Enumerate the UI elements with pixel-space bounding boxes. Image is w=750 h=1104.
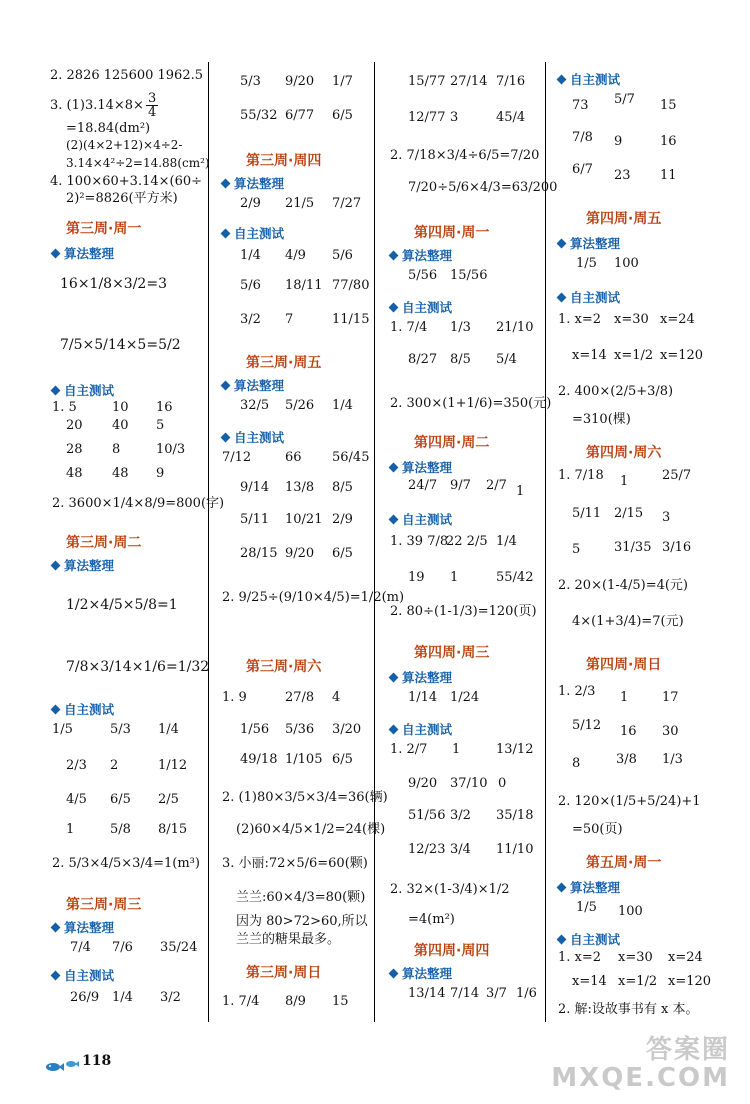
answer-cell: 22 2/5: [446, 534, 488, 549]
answer-cell: 100: [618, 904, 643, 919]
answer-cell: 3/2: [240, 312, 261, 327]
answer-cell: x=30: [614, 312, 649, 327]
answer-cell: 13/12: [496, 742, 534, 757]
answer-cell: 8: [112, 442, 121, 457]
diamond-icon: [557, 935, 567, 945]
answer-cell: 16: [620, 724, 637, 739]
answer-cell: 1. 2/3: [558, 684, 596, 699]
answer-cell: 9/20: [285, 546, 315, 561]
answer-cell: 100: [614, 256, 639, 271]
answer-cell: 8/9: [285, 994, 306, 1009]
answer-cell: 9/14: [240, 480, 270, 495]
answer-cell: 5/11: [572, 506, 602, 521]
answer-cell: 10/21: [285, 512, 323, 527]
answer-cell: 1. 7/4: [222, 994, 260, 1009]
answer-cell: 5/56: [408, 268, 438, 283]
answer-cell: 1. x=2: [558, 950, 602, 965]
answer-cell: 13/14: [408, 986, 446, 1001]
answer-cell: 27/8: [285, 690, 315, 705]
answer-cell: 55/42: [496, 570, 534, 585]
answer-cell: 6/77: [285, 108, 315, 123]
answer-cell: 5: [156, 418, 165, 433]
answer-cell: 3/7: [486, 986, 507, 1001]
answer-cell: 6/5: [332, 752, 353, 767]
answer-cell: 20: [66, 418, 83, 433]
answer-cell: 19: [408, 570, 425, 585]
answer-cell: 0: [498, 776, 507, 791]
answer-cell: 5: [572, 542, 581, 557]
column-divider: [374, 62, 375, 1022]
section-heading: 第三周·周一: [66, 221, 142, 237]
answer-cell: 1: [452, 742, 461, 757]
answer-cell: 4: [332, 690, 341, 705]
answer-cell: 1. 9: [222, 690, 247, 705]
answer-cell: 6/5: [332, 108, 353, 123]
answer-line: 因为 80>72>60,所以: [236, 914, 368, 929]
answer-cell: 7: [285, 312, 294, 327]
answer-cell: 3/2: [160, 990, 181, 1005]
diamond-icon: [557, 293, 567, 303]
answer-cell: x=24: [668, 950, 703, 965]
subsection-zzcs: 自主测试: [390, 298, 452, 316]
answer-line: 2)²=8826(平方米): [66, 191, 178, 206]
answer-cell: 26/9: [70, 990, 100, 1005]
answer-cell: 1. 5: [52, 400, 77, 415]
subsection-sfzl: 算法整理: [222, 376, 284, 394]
diamond-icon: [51, 386, 61, 396]
answer-cell: 9/20: [285, 74, 315, 89]
answer-cell: 8: [572, 756, 581, 771]
page-number: 118: [82, 1053, 112, 1069]
answer-cell: 1/7: [332, 74, 353, 89]
answer-cell: 11/10: [496, 842, 534, 857]
answer-cell: 1: [620, 690, 629, 705]
subsection-zzcs: 自主测试: [558, 930, 620, 948]
subsection-sfzl: 算法整理: [390, 964, 452, 982]
diamond-icon: [51, 705, 61, 715]
subsection-zzcs: 自主测试: [222, 428, 284, 446]
subsection-sfzl: 算法整理: [52, 244, 114, 262]
answer-cell: 11/15: [332, 312, 370, 327]
answer-cell: 8/15: [158, 822, 188, 837]
answer-cell: 1/5: [576, 900, 597, 915]
answer-line: =18.84(dm²): [66, 121, 151, 136]
answer-cell: x=14: [572, 348, 607, 363]
diamond-icon: [389, 303, 399, 313]
answer-q2: 2. 5/3×4/5×3/4=1(m³): [52, 856, 200, 871]
answer-q2: 2. 20×(1-4/5)=4(元): [558, 578, 689, 593]
diamond-icon: [389, 969, 399, 979]
section-heading: 第四周·周一: [414, 225, 490, 241]
subsection-sfzl: 算法整理: [52, 556, 114, 574]
answer-cell: 8/27: [408, 352, 438, 367]
answer-cell: 1/4: [112, 990, 133, 1005]
answer-cell: 1/56: [240, 722, 270, 737]
answer-q2: 2. 解:设故事书有 x 本。: [558, 1002, 699, 1017]
answer-line: =50(页): [572, 822, 623, 837]
diamond-icon: [389, 463, 399, 473]
answer-cell: 24/7: [408, 478, 438, 493]
subsection-zzcs: 自主测试: [558, 70, 620, 88]
answer-cell: 7/12: [222, 450, 252, 465]
answer-cell: 15: [660, 98, 677, 113]
answer-cell: 1: [66, 822, 75, 837]
answer-cell: 10: [112, 400, 129, 415]
answer-cell: 27/14: [450, 74, 488, 89]
diamond-icon: [389, 515, 399, 525]
section-heading: 第四周·周四: [414, 943, 490, 959]
answer-cell: 5/6: [332, 248, 353, 263]
section-heading: 第四周·周六: [586, 445, 662, 461]
answer-q2: 2. 3600×1/4×8/9=800(字): [52, 496, 225, 511]
answer-q2: 2. 120×(1/5+5/24)+1: [558, 794, 701, 809]
calc-expression: 1/2×4/5×5/8=1: [66, 597, 178, 613]
section-heading: 第三周·周二: [66, 535, 142, 551]
answer-cell: 6/5: [110, 792, 131, 807]
answer-cell: 3/2: [450, 808, 471, 823]
subsection-sfzl: 算法整理: [558, 878, 620, 896]
diamond-icon: [221, 433, 231, 443]
subsection-sfzl: 算法整理: [222, 174, 284, 192]
answer-cell: 3/8: [616, 752, 637, 767]
answer-cell: 1: [516, 484, 525, 499]
subsection-sfzl: 算法整理: [558, 234, 620, 252]
diamond-icon: [51, 971, 61, 981]
column-divider: [545, 62, 546, 1022]
answer-cell: 35/24: [160, 940, 198, 955]
answer-cell: 25/7: [662, 468, 692, 483]
subsection-sfzl: 算法整理: [52, 918, 114, 936]
answer-cell: 16: [156, 400, 173, 415]
answer-cell: 1/14: [408, 690, 438, 705]
answer-line: (2)(4×2+12)×4÷2-: [66, 138, 183, 152]
subsection-zzcs: 自主测试: [222, 224, 284, 242]
answer-cell: 1/3: [662, 752, 683, 767]
calc-expression: 16×1/8×3/2=3: [60, 276, 167, 292]
answer-cell: 56/45: [332, 450, 370, 465]
answer-cell: 3/4: [450, 842, 471, 857]
section-heading: 第三周·周三: [66, 897, 142, 913]
answer-q2: 2. 300×(1+1/6)=350(元): [390, 396, 552, 411]
answer-q3: 3. (1)3.14×8× $\frac{3}{4}$: [50, 91, 157, 120]
answer-cell: 51/56: [408, 808, 446, 823]
answer-cell: 23: [614, 168, 631, 183]
answer-cell: 1. 7/18: [558, 468, 604, 483]
watermark: [551, 1036, 730, 1092]
answer-cell: 21/5: [285, 196, 315, 211]
diamond-icon: [51, 561, 61, 571]
answer-cell: 28: [66, 442, 83, 457]
answer-line: 兰兰的糖果最多。: [236, 932, 341, 947]
diamond-icon: [557, 75, 567, 85]
answer-cell: 17: [662, 690, 679, 705]
answer-cell: 1. 39 7/8: [390, 534, 449, 549]
answer-cell: 28/15: [240, 546, 278, 561]
answer-cell: 2/3: [66, 758, 87, 773]
answer-cell: 1. 7/4: [390, 320, 428, 335]
answer-cell: 1: [620, 474, 629, 489]
answer-q2: 2. 7/18×3/4÷6/5=7/20: [390, 148, 540, 163]
answer-cell: 49/18: [240, 752, 278, 767]
answer-cell: 5/8: [110, 822, 131, 837]
diamond-icon: [51, 923, 61, 933]
answer-cell: 12/77: [408, 110, 446, 125]
answer-cell: 1/105: [285, 752, 323, 767]
answer-line: 4×(1+3/4)=7(元): [572, 614, 684, 629]
answer-cell: 9/20: [408, 776, 438, 791]
subsection-zzcs: 自主测试: [52, 966, 114, 984]
answer-cell: 5/36: [285, 722, 315, 737]
answer-q3: 3. 小丽:72×5/6=60(颗): [222, 856, 368, 871]
fish-logo-icon: [44, 1056, 82, 1074]
section-heading: 第四周·周三: [414, 645, 490, 661]
answer-cell: 48: [66, 466, 83, 481]
answer-cell: 4/5: [66, 792, 87, 807]
answer-q2: 2. 9/25÷(9/10×4/5)=1/2(m): [222, 590, 405, 605]
answer-cell: 7/8: [572, 130, 593, 145]
answer-cell: 8/5: [332, 480, 353, 495]
answer-cell: 1/6: [516, 986, 537, 1001]
answer-cell: 10/3: [156, 442, 186, 457]
subsection-sfzl: 算法整理: [390, 246, 452, 264]
answer-cell: x=1/2: [618, 974, 658, 989]
answer-cell: 7/6: [112, 940, 133, 955]
answer-cell: 31/35: [614, 540, 652, 555]
diamond-icon: [557, 883, 567, 893]
answer-cell: 5/12: [572, 718, 602, 733]
subsection-zzcs: 自主测试: [390, 510, 452, 528]
answer-cell: 73: [572, 98, 589, 113]
answer-cell: 2/15: [614, 506, 644, 521]
answer-line: (2)60×4/5×1/2=24(棵): [236, 822, 386, 837]
diamond-icon: [557, 239, 567, 249]
section-heading: 第三周·周四: [246, 153, 322, 169]
answer-line: =4(m²): [408, 912, 455, 927]
answer-cell: 1/5: [576, 256, 597, 271]
column-divider: [208, 62, 209, 1022]
answer-q2: 2. 32×(1-3/4)×1/2: [390, 882, 510, 897]
answer-cell: 1/24: [450, 690, 480, 705]
answer-cell: 7/14: [450, 986, 480, 1001]
answer-cell: 55/32: [240, 108, 278, 123]
answer-cell: 7/27: [332, 196, 362, 211]
diamond-icon: [221, 381, 231, 391]
answer-cell: 7/16: [496, 74, 526, 89]
answer-cell: x=30: [618, 950, 653, 965]
answer-cell: 1/4: [496, 534, 517, 549]
answer-cell: x=24: [660, 312, 695, 327]
answer-q2: 2. 400×(2/5+3/8): [558, 384, 674, 399]
diamond-icon: [221, 229, 231, 239]
answer-cell: 8/5: [450, 352, 471, 367]
section-heading: 第三周·周五: [246, 355, 322, 371]
answer-cell: 77/80: [332, 278, 370, 293]
answer-cell: 18/11: [285, 278, 323, 293]
answer-cell: 15/56: [450, 268, 488, 283]
answer-cell: 6/5: [332, 546, 353, 561]
answer-cell: 5/3: [110, 722, 131, 737]
diamond-icon: [389, 251, 399, 261]
answer-cell: 7/4: [70, 940, 91, 955]
answer-cell: 1: [450, 570, 459, 585]
calc-expression: 7/8×3/14×1/6=1/32: [66, 659, 210, 675]
answer-q2: 2. 2826 125600 1962.5: [50, 68, 203, 83]
answer-cell: 66: [285, 450, 302, 465]
calc-expression: 7/5×5/14×5=5/2: [60, 337, 181, 353]
answer-cell: 21/10: [496, 320, 534, 335]
subsection-sfzl: 算法整理: [390, 668, 452, 686]
section-heading: 第四周·周日: [586, 657, 662, 673]
answer-cell: 9: [156, 466, 165, 481]
watermark-line: MXQE.COM: [551, 1063, 730, 1093]
answer-cell: 1/3: [450, 320, 471, 335]
answer-cell: x=120: [660, 348, 704, 363]
section-heading: 第五周·周一: [586, 855, 662, 871]
section-heading: 第四周·周五: [586, 211, 662, 227]
answer-cell: 1. x=2: [558, 312, 602, 327]
answer-line: 兰兰:60×4/3=80(颗): [236, 890, 366, 905]
answer-cell: x=120: [668, 974, 712, 989]
answer-line: 3.14×4²÷2=14.88(cm²): [66, 156, 210, 170]
answer-cell: 2/9: [240, 196, 261, 211]
answer-cell: 6/7: [572, 162, 593, 177]
answer-cell: 5/7: [614, 92, 635, 107]
answer-cell: 1. 2/7: [390, 742, 428, 757]
answer-cell: 1/4: [332, 398, 353, 413]
answer-cell: 1/4: [158, 722, 179, 737]
answer-cell: 15/77: [408, 74, 446, 89]
answer-cell: 2/9: [332, 512, 353, 527]
answer-cell: 3: [450, 110, 459, 125]
answer-cell: 45/4: [496, 110, 526, 125]
answer-cell: 2: [110, 758, 119, 773]
answer-cell: 5/11: [240, 512, 270, 527]
section-heading: 第四周·周二: [414, 435, 490, 451]
answer-cell: 9: [614, 134, 623, 149]
answer-cell: 3/16: [662, 540, 692, 555]
diamond-icon: [389, 725, 399, 735]
answer-cell: 37/10: [450, 776, 488, 791]
diamond-icon: [221, 179, 231, 189]
answer-cell: 1/4: [240, 248, 261, 263]
answer-cell: 2/7: [486, 478, 507, 493]
answer-cell: 4/9: [285, 248, 306, 263]
diamond-icon: [389, 673, 399, 683]
answer-line: 7/20÷5/6×4/3=63/200: [408, 180, 558, 195]
answer-cell: 5/26: [285, 398, 315, 413]
answer-cell: 1/12: [158, 758, 188, 773]
answer-cell: x=1/2: [614, 348, 654, 363]
answer-cell: 35/18: [496, 808, 534, 823]
subsection-sfzl: 算法整理: [390, 458, 452, 476]
section-heading: 第三周·周六: [246, 659, 322, 675]
answer-cell: 2/5: [158, 792, 179, 807]
answer-q2: 2. 80÷(1-1/3)=120(页): [390, 604, 537, 619]
answer-q2: 2. (1)80×3/5×3/4=36(辆): [222, 790, 388, 805]
diamond-icon: [51, 249, 61, 259]
answer-cell: 40: [112, 418, 129, 433]
answer-cell: 48: [112, 466, 129, 481]
answer-cell: 5/4: [496, 352, 517, 367]
answer-cell: 11: [660, 168, 677, 183]
answer-cell: 3: [662, 510, 671, 525]
answer-cell: 32/5: [240, 398, 270, 413]
answer-cell: 30: [662, 724, 679, 739]
answer-cell: 15: [332, 994, 349, 1009]
subsection-zzcs: 自主测试: [558, 288, 620, 306]
section-heading: 第三周·周日: [246, 965, 322, 981]
subsection-zzcs: 自主测试: [52, 381, 114, 399]
answer-cell: 3/20: [332, 722, 362, 737]
answer-cell: 5/6: [240, 278, 261, 293]
answer-line: =310(棵): [572, 412, 631, 427]
answer-cell: 16: [660, 134, 677, 149]
answer-cell: 1/5: [52, 722, 73, 737]
answer-cell: x=14: [572, 974, 607, 989]
answer-cell: 5/3: [240, 74, 261, 89]
watermark-line: 答案圈: [645, 1035, 730, 1065]
answer-cell: 12/23: [408, 842, 446, 857]
answer-cell: 9/7: [450, 478, 471, 493]
answer-cell: 13/8: [285, 480, 315, 495]
subsection-zzcs: 自主测试: [52, 700, 114, 718]
subsection-zzcs: 自主测试: [390, 720, 452, 738]
answer-q4: 4. 100×60+3.14×(60÷: [50, 174, 203, 189]
